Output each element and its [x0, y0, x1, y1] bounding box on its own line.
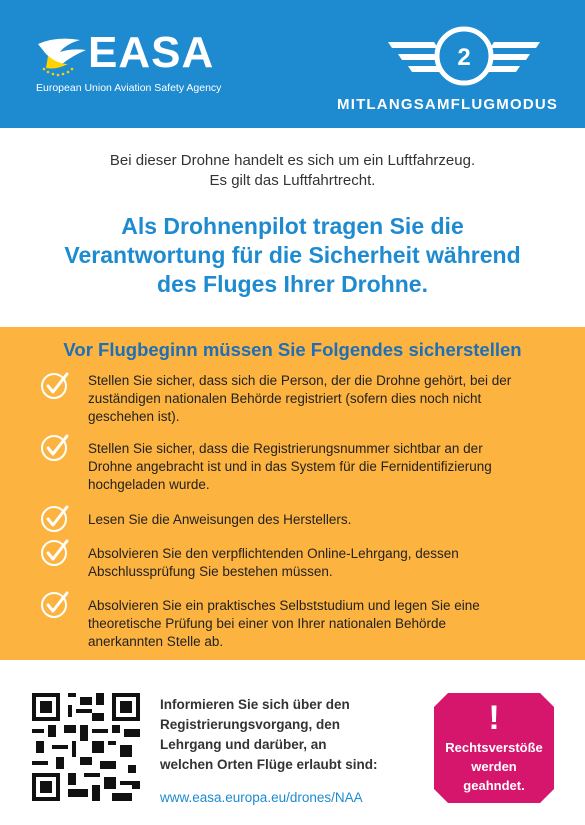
intro-text [0, 151, 585, 191]
headline-line-1: Als Drohnenpilot tragen Sie die [121, 213, 464, 239]
info-line: Registrierungsvorgang, den [160, 717, 341, 732]
item-line: hochgeladen wurde. [88, 477, 210, 492]
checklist-item-text [88, 545, 528, 581]
mode-number: 2 [457, 44, 471, 71]
item-line: Abschlussprüfung Sie bestehen müssen. [88, 564, 333, 579]
warning-line: geahndet. [463, 778, 525, 793]
checklist-item-text [88, 440, 528, 494]
checklist-item-text [88, 511, 528, 529]
item-line: theoretische Prüfung bei einer von Ihrer nationalen Behörde [88, 616, 446, 631]
intro-line-1: Bei dieser Drohne handelt es sich um ein Luftfahrzeug. [109, 152, 476, 169]
info-link[interactable]: www.easa.europa.eu/drones/NAA [160, 790, 363, 805]
info-line: Lehrgang und darüber, an [160, 737, 327, 752]
checklist-item-text [88, 372, 528, 426]
intro-line-2: Es gilt das Luftfahrtrecht. [209, 172, 376, 189]
easa-bird-icon [36, 34, 88, 78]
warning-text [434, 738, 554, 795]
info-text [160, 695, 420, 775]
item-line: Absolvieren Sie den verpflichtenden Online-Lehrgang, dessen [88, 546, 459, 561]
check-circle-icon [40, 432, 70, 462]
check-circle-icon [40, 370, 70, 400]
check-circle-icon [40, 537, 70, 567]
qr-code[interactable] [32, 693, 140, 801]
agency-name: European Union Aviation Safety Agency [36, 82, 222, 94]
item-line: zuständigen nationalen Behörde registriert (sofern dies noch nicht [88, 391, 482, 406]
headline-line-3: des Fluges Ihrer Drohne. [157, 271, 428, 297]
checklist-title: Vor Flugbeginn müssen Sie Folgendes sicherstellen [63, 339, 522, 360]
item-line: Stellen Sie sicher, dass die Registrierungsnummer sichtbar an der [88, 441, 483, 456]
header-banner [0, 0, 585, 128]
info-line: Informieren Sie sich über den [160, 697, 350, 712]
mode-badge [384, 20, 544, 94]
warning-line: werden [471, 759, 517, 774]
check-circle-icon [40, 503, 70, 533]
headline-line-2: Verantwortung für die Sicherheit während [64, 242, 521, 268]
check-circle-icon [40, 589, 70, 619]
item-line: Drohne angebracht ist und in das System für die Fernidentifizierung [88, 459, 492, 474]
checklist-item-text [88, 597, 528, 651]
item-line: anerkannten Stelle ab. [88, 634, 224, 649]
item-line: Lesen Sie die Anweisungen des Herstellers. [88, 512, 352, 527]
headline [20, 212, 565, 299]
info-line: welchen Orten Flüge erlaubt sind: [160, 757, 378, 772]
warning-line: Rechtsverstöße [445, 740, 543, 755]
mode-label: MITLANGSAMFLUGMODUS [337, 96, 559, 113]
brand-name: EASA [88, 28, 215, 77]
item-line: Absolvieren Sie ein praktisches Selbststudium und legen Sie eine [88, 598, 480, 613]
exclamation-icon: ! [488, 699, 500, 737]
item-line: geschehen ist). [88, 409, 180, 424]
item-line: Stellen Sie sicher, dass sich die Person, der die Drohne gehört, bei der [88, 373, 512, 388]
